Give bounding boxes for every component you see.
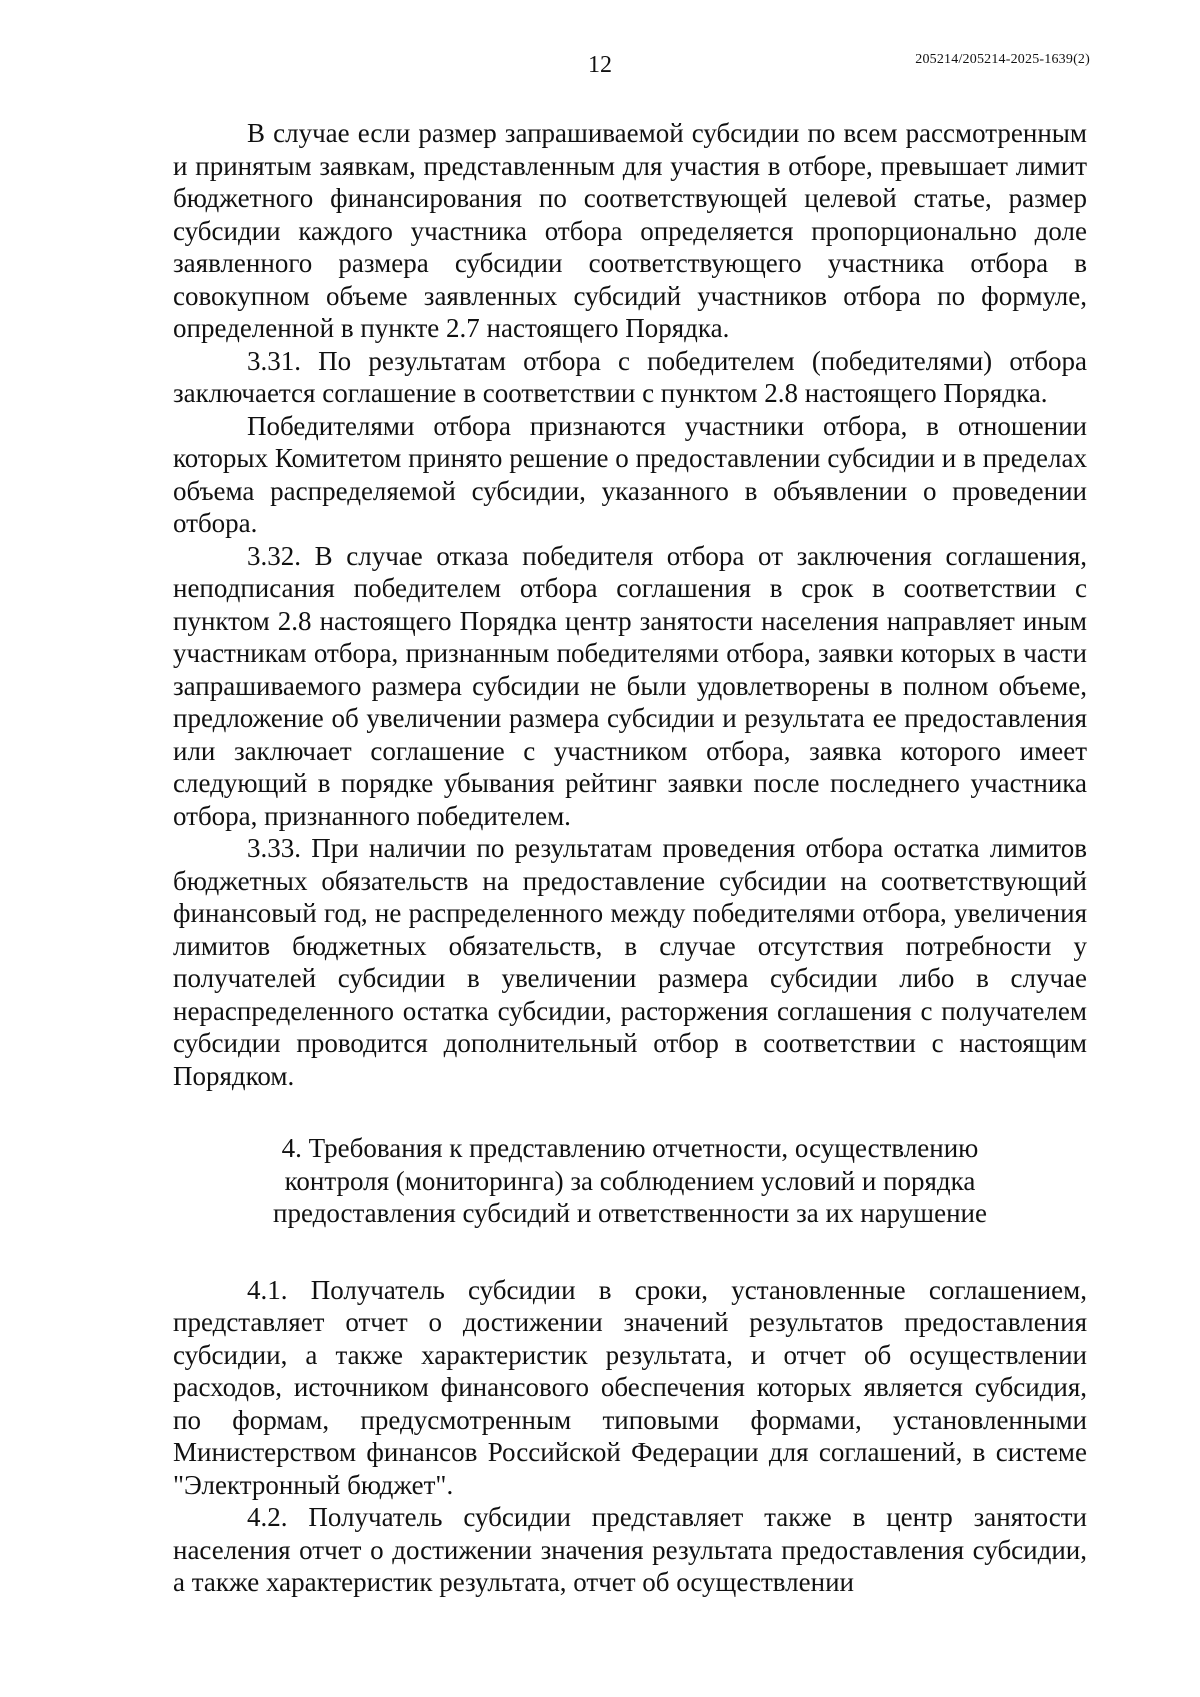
section-heading-line: контроля (мониторинга) за соблюдением условий и порядка: [284, 1165, 976, 1196]
paragraph-3-32: 3.32. В случае отказа победителя отбора от заключения соглашения, неподписания победителем отбора соглашения в срок в соответствии с пунктом 2.8 настоящего Порядка центр занятости населения направляет иным участникам отбора, признанным победителями отбора, заявки которых в части запрашиваемого размера субсидии не были удовлетворены в полном объеме, предложение об увеличении размера субсидии и результата ее предоставления или заключает соглашение с участником отбора, заявка которого имеет следующий в порядке убывания рейтинг заявки после последнего участника отбора, признанного победителем.: [173, 540, 1087, 831]
section-heading-line: 4. Требования к представлению отчетности, осуществлению: [281, 1133, 979, 1163]
section-heading-line: предоставления субсидий и ответственности за их нарушение: [273, 1198, 987, 1228]
paragraph-4-2: 4.2. Получатель субсидии представляет также в центр занятости населения отчет о достижении значения результата предоставления субсидии, а также характеристик результата, отчет об осуществлении: [173, 1502, 1087, 1597]
paragraph-3-33: 3.33. При наличии по результатам проведения отбора остатка лимитов бюджетных обязательств на предоставление субсидии на соответствующий финансовый год, не распределенного между победителями отбора, увеличения лимитов бюджетных обязательств, в случае отсутствия потребности у получателей субсидии в увеличении размера субсидии либо в случае нераспределенного остатка субсидии, расторжения соглашения с получателем субсидии проводится дополнительный отбор в соответствии с настоящим Порядком.: [173, 833, 1087, 1091]
page-number: 12: [588, 52, 612, 78]
paragraph-4-1: 4.1. Получатель субсидии в сроки, установленные соглашением, представляет отчет о достижении значений результатов предоставления субсидии, а также характеристик результата, и отчет об осуществлении расходов, источником финансового обеспечения которых является субсидия, по формам, предусмотренным типовыми формами, установленными Министерством финансов Российской Федерации для соглашений, в системе "Электронный бюджет".: [173, 1274, 1087, 1500]
document-id: 205214/205214-2025-1639(2): [915, 52, 1090, 67]
paragraph-winners: Победителями отбора признаются участники отбора, в отношении которых Комитетом принято решение о предоставлении субсидии и в пределах объема распределяемой субсидии, указанного в объявлении о проведении отбора.: [173, 410, 1087, 538]
section-4-heading: [173, 1132, 1087, 1230]
document-body: [173, 117, 1087, 1599]
paragraph-3-31: 3.31. По результатам отбора с победителем (победителями) отбора заключается соглашение в соответствии с пунктом 2.8 настоящего Порядка.: [173, 345, 1087, 408]
paragraph-subsidy-limit: В случае если размер запрашиваемой субсидии по всем рассмотренным и принятым заявкам, представленным для участия в отборе, превышает лимит бюджетного финансирования по соответствующей целевой статье, размер субсидии каждого участника отбора определяется пропорционально доле заявленного размера субсидии соответствующего участника отбора в совокупном объеме заявленных субсидий участников отбора по формуле, определенной в пункте 2.7 настоящего Порядка.: [173, 118, 1087, 343]
